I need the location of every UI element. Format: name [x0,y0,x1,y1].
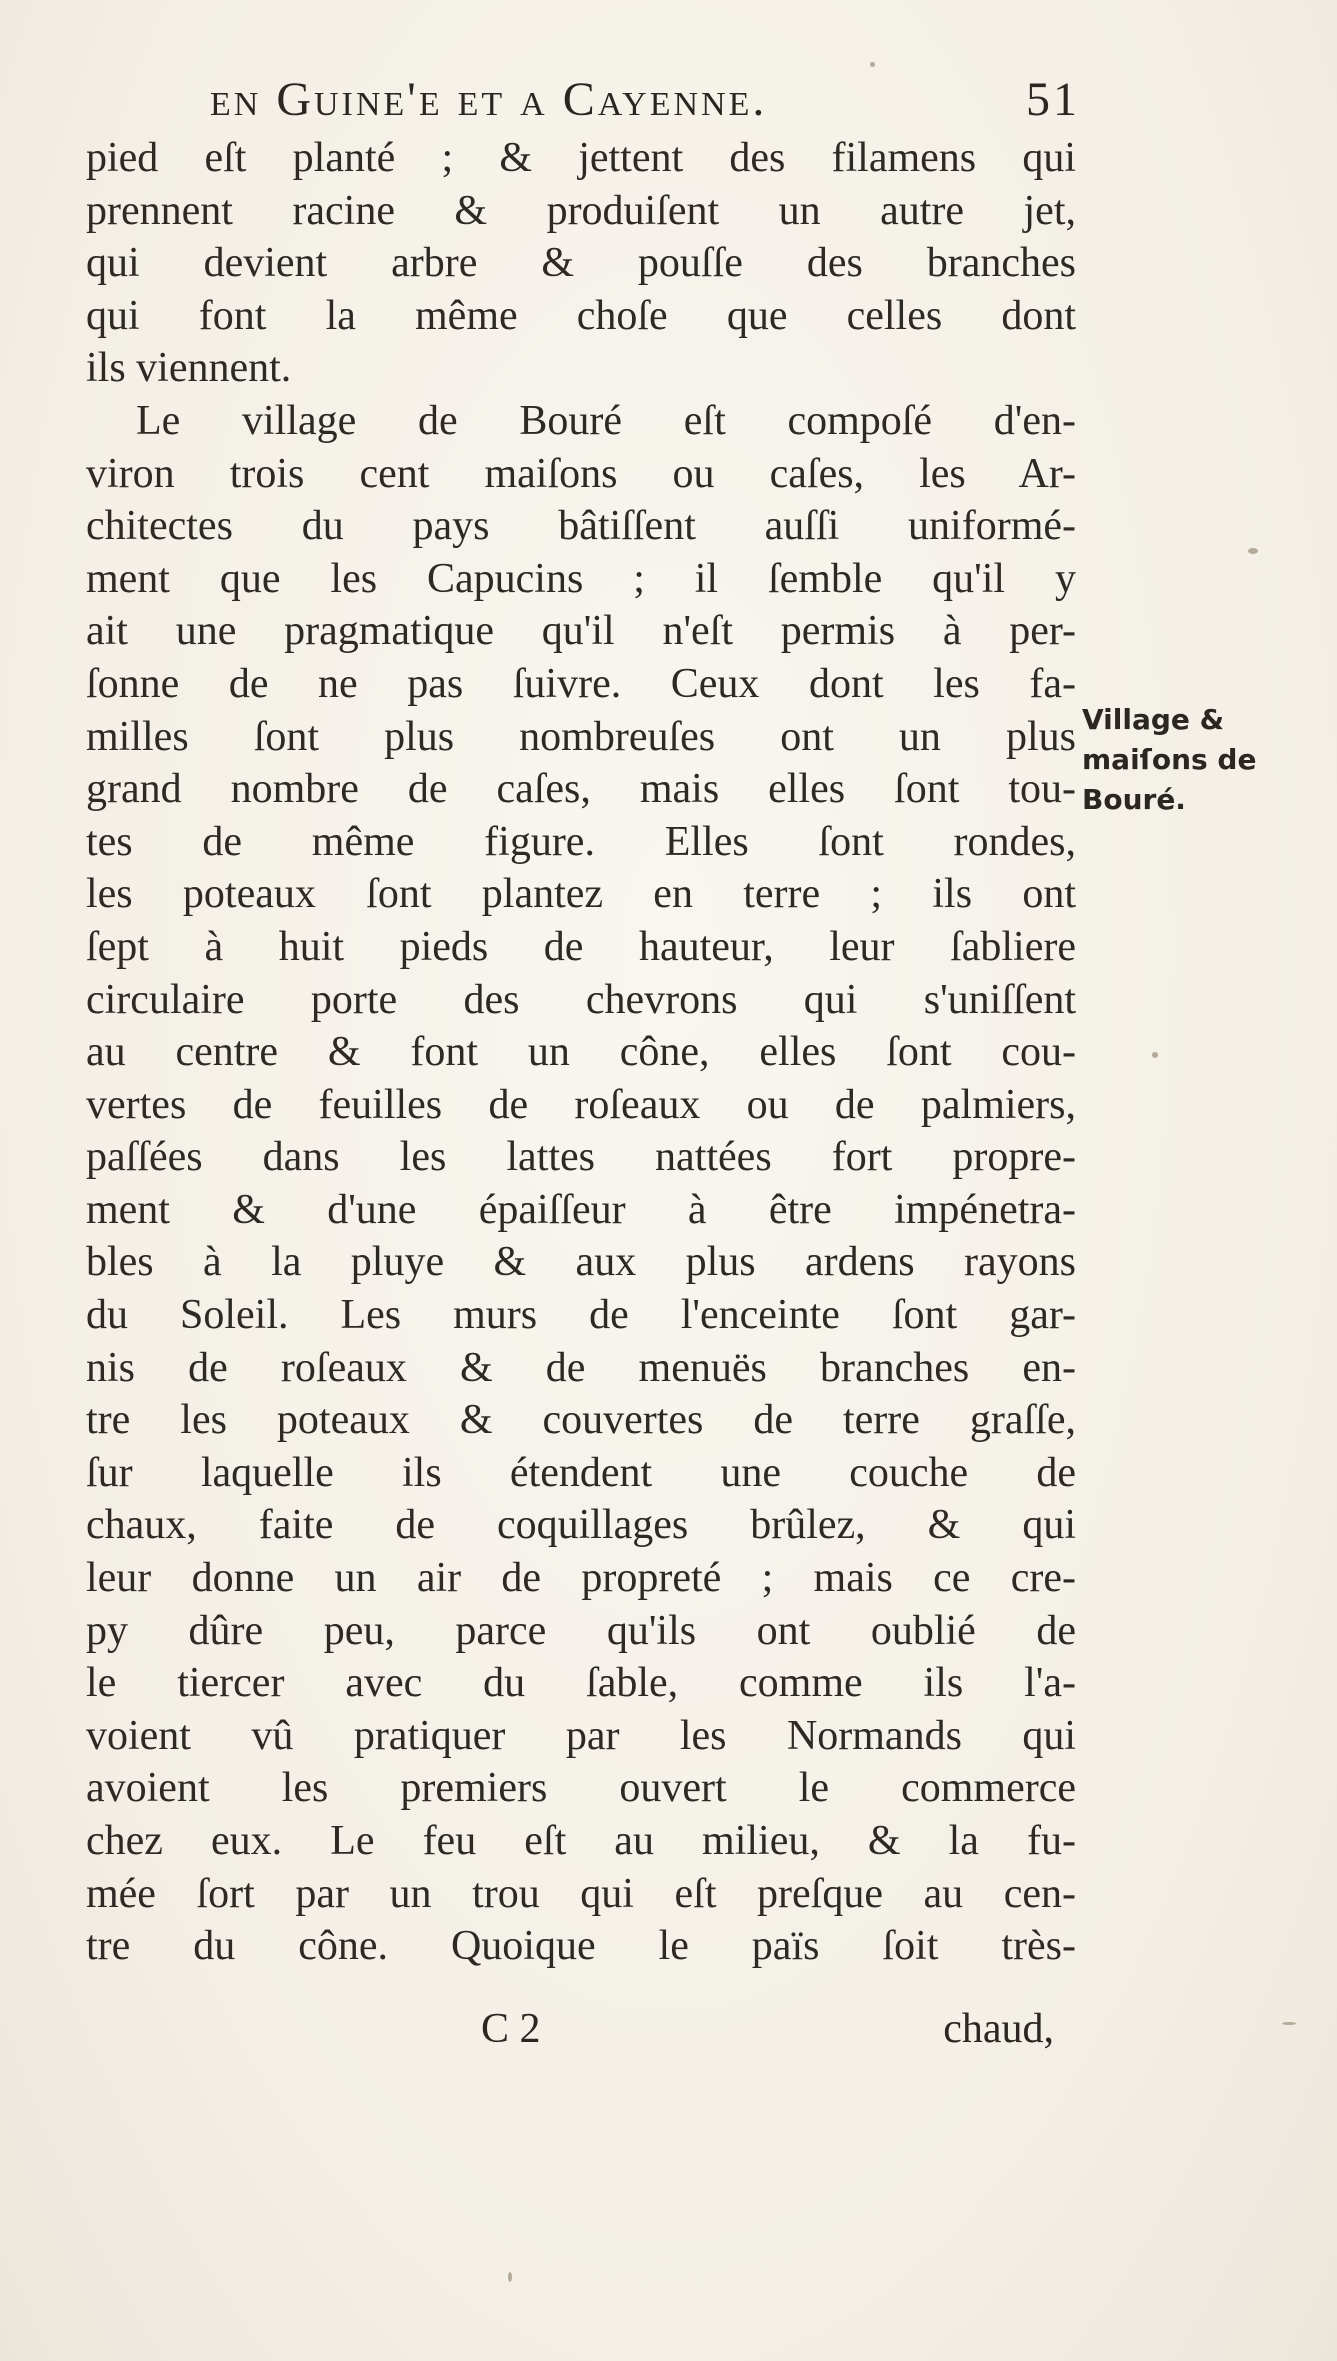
text-line: chaux, faite de coquillages brûlez, & qui [86,1502,1076,1549]
text-line: le tiercer avec du ſable, comme ils l'a- [86,1660,1076,1707]
text-line: du Soleil. Les murs de l'enceinte ſont gar- [86,1292,1076,1339]
text-line: ſept à huit pieds de hauteur, leur ſabliere [86,923,1076,970]
text-line: vertes de feuilles de roſeaux ou de palmiers, [86,1081,1076,1128]
text-line: prennent racine & produiſent un autre jet, [86,187,1076,234]
text-line: grand nombre de caſes, mais elles ſont tou- [86,766,1076,813]
running-header [210,72,1080,132]
text-line: tes de même figure. Elles ſont rondes, [86,818,1076,865]
margin-note-line: Bouré. [1082,783,1186,816]
text-line: circulaire porte des chevrons qui s'uniſſent [86,976,1076,1023]
margin-note [1082,700,1322,820]
text-line: pied eſt planté ; & jettent des filamens qui [86,135,1076,181]
paper-speck [870,62,875,67]
text-line: ſur laquelle ils étendent une couche de [86,1449,1076,1496]
text-line: qui font la même choſe que celles dont [86,292,1076,339]
text-line: py dûre peu, parce qu'ils ont oublié de [86,1607,1076,1654]
text-line: paſſées dans les lattes nattées fort propre- [86,1134,1076,1181]
text-line: ils viennent. [86,345,292,392]
text-line: nis de roſeaux & de menuës branches en- [86,1344,1076,1391]
signature-mark: C 2 [481,2006,541,2052]
text-line: tre les poteaux & couvertes de terre graſſe, [86,1397,1076,1444]
text-line: ſonne de ne pas ſuivre. Ceux dont les fa- [86,660,1076,707]
margin-note-line: maiſons de [1082,743,1257,776]
text-line: milles ſont plus nombreuſes ont un plus [86,713,1076,760]
text-line: ait une pragmatique qu'il n'eſt permis à per- [86,608,1076,655]
paper-speck [1282,2022,1296,2025]
catchword: chaud, [943,2006,1054,2052]
text-line: chez eux. Le feu eſt au milieu, & la fu- [86,1818,1076,1864]
running-title: en Guine'e et a Cayenne. [210,73,768,126]
text-line: ment & d'une épaiſſeur à être impénetra- [86,1186,1076,1233]
text-line: chitectes du pays bâtiſſent auſſi uniformé- [86,503,1076,550]
text-line: viron trois cent maiſons ou caſes, les Ar- [86,450,1076,497]
text-line: au centre & font un cône, elles ſont cou- [86,1029,1076,1076]
text-line: Le village de Bouré eſt compoſé d'en- [136,397,1076,444]
margin-note-line: Village & [1082,703,1225,736]
text-line: les poteaux ſont plantez en terre ; ils ont [86,871,1076,918]
catchline [86,2005,1076,2061]
body-text [86,132,1076,1973]
text-line: qui devient arbre & pouſſe des branches [86,240,1076,287]
text-line: ment que les Capucins ; il ſemble qu'il y [86,555,1076,602]
text-line: voient vû pratiquer par les Normands qui [86,1712,1076,1759]
text-line: tre du cône. Quoique le païs ſoit très- [86,1923,1076,1970]
paper-speck [1248,548,1258,554]
text-line: mée ſort par un trou qui eſt preſque au cen- [86,1870,1076,1917]
text-line: leur donne un air de propreté ; mais ce cre- [86,1555,1076,1602]
text-line: avoient les premiers ouvert le commerce [86,1765,1076,1812]
page-number: 51 [1026,73,1080,126]
paper-speck [508,2272,512,2282]
paper-speck [1152,1052,1158,1058]
text-line: bles à la pluye & aux plus ardens rayons [86,1239,1076,1286]
